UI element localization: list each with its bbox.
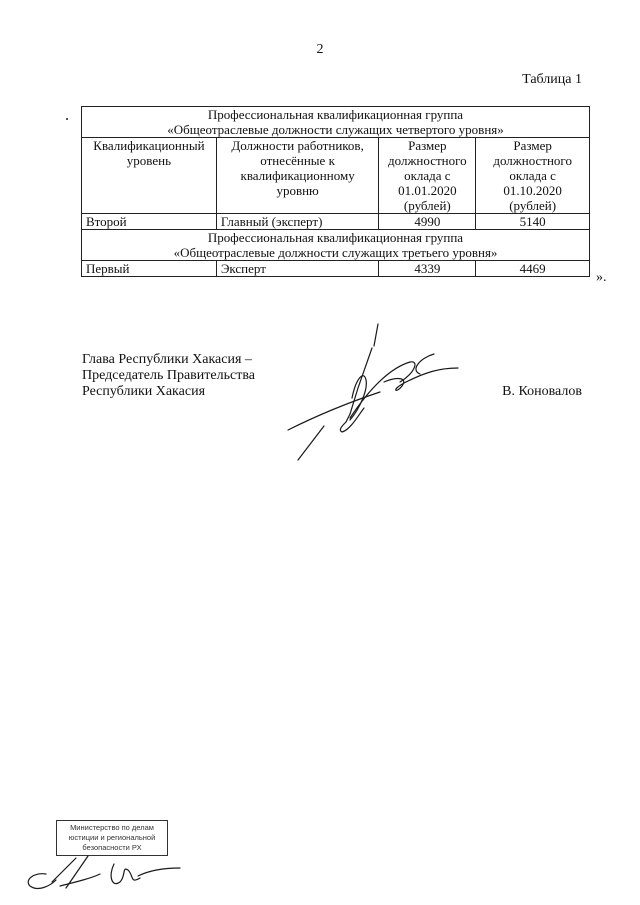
- header-salary-jan: [379, 138, 476, 214]
- signatory-title-line: Председатель Правительства: [82, 368, 255, 383]
- table-caption: Таблица 1: [522, 72, 582, 87]
- header-line: Квалификационный: [93, 138, 205, 153]
- salary-table: [81, 106, 590, 277]
- header-line: должностного: [388, 153, 467, 168]
- header-line: квалификационному: [240, 168, 355, 183]
- page-number: 2: [316, 42, 324, 57]
- table-row: [82, 214, 590, 230]
- table-row: [82, 261, 590, 277]
- cell-salary-oct: 4469: [476, 261, 590, 277]
- header-line: уровень: [126, 153, 172, 168]
- handwritten-initials: [16, 852, 186, 898]
- stamp-line: безопасности РХ: [82, 843, 142, 852]
- header-line: Должности работников,: [231, 138, 364, 153]
- group-heading-line: Профессиональная квалификационная группа: [207, 230, 464, 245]
- header-qualification-level: [82, 138, 217, 214]
- header-line: (рублей): [403, 198, 451, 213]
- header-line: должностного: [493, 153, 572, 168]
- group-3-heading: [82, 230, 590, 261]
- group-4-heading: [82, 107, 590, 138]
- header-salary-oct: [476, 138, 590, 214]
- cell-position: Главный (эксперт): [216, 214, 379, 230]
- header-line: уровню: [276, 183, 319, 198]
- header-line: 01.01.2020: [398, 183, 457, 198]
- stamp-line: Министерство по делам: [70, 823, 154, 832]
- closing-quote: ».: [596, 270, 607, 285]
- header-line: Размер: [513, 138, 552, 153]
- ministry-stamp: [56, 820, 168, 856]
- cell-salary-jan: 4990: [379, 214, 476, 230]
- stamp-line: юстиции и региональной: [68, 833, 156, 842]
- header-line: Размер: [408, 138, 447, 153]
- group-heading-line: «Общеотраслевые должности служащих третьего уровня»: [173, 245, 498, 260]
- group-heading-line: Профессиональная квалификационная группа: [207, 107, 464, 122]
- signatory-title: [82, 352, 255, 400]
- signatory-title-line: Республики Хакасия: [82, 384, 206, 399]
- cell-level: Второй: [82, 214, 217, 230]
- cell-position: Эксперт: [216, 261, 379, 277]
- group-heading-row: [82, 107, 590, 138]
- column-header-row: [82, 138, 590, 214]
- handwritten-signature: [280, 318, 480, 468]
- header-line: 01.10.2020: [503, 183, 562, 198]
- signatory-name: В. Коновалов: [502, 384, 582, 399]
- header-line: оклада с: [509, 168, 556, 183]
- header-line: (рублей): [509, 198, 557, 213]
- group-heading-row: [82, 230, 590, 261]
- cell-salary-oct: 5140: [476, 214, 590, 230]
- cell-level: Первый: [82, 261, 217, 277]
- header-line: отнесённые к: [260, 153, 335, 168]
- cell-salary-jan: 4339: [379, 261, 476, 277]
- header-positions: [216, 138, 379, 214]
- header-line: оклада с: [404, 168, 451, 183]
- group-heading-line: «Общеотраслевые должности служащих четвертого уровня»: [167, 122, 504, 137]
- signatory-title-line: Глава Республики Хакасия –: [82, 352, 252, 367]
- scan-speck: [66, 118, 68, 120]
